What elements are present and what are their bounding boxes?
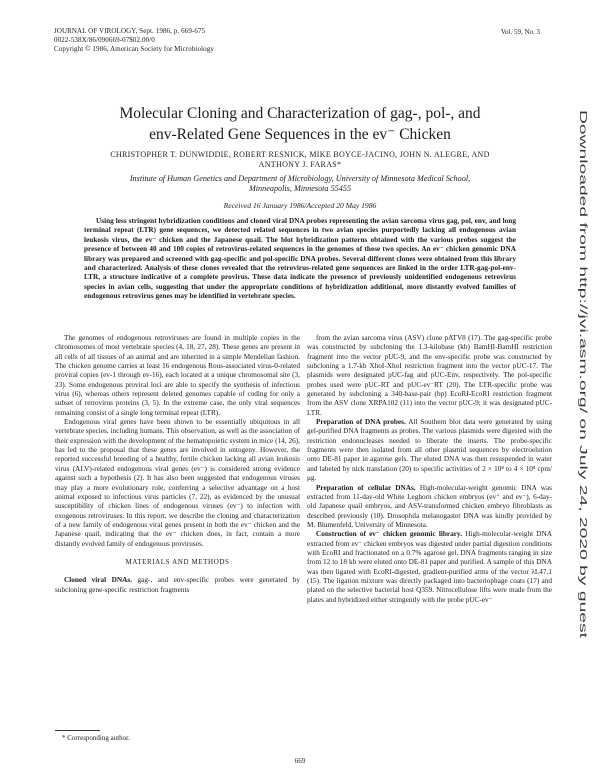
abstract-text: Using less stringent hybridization conditions and cloned viral DNA probes representing the avian sarcoma virus gag, pol, env, and long terminal repeat (LTR) gene sequences, we detected related sequences in two avian species purportedly lacking all endogenous avian leukosis virus, the ev⁻ chicken and the Japanese quail. The blot hybridization patterns obtained with the various probes suggest the presence of between 40 and 100 copies of retrovirus-related sequences in the genomes of these two species. An ev⁻ chicken genomic DNA library was prepared and screened with gag-specific and pol-specific DNA probes. Several different clones were obtained from this library and characterized. Analysis of these clones revealed that the retrovirus-related gene sequences are linked in the order LTR-gag-pol-env-LTR, a structure indicative of a complete provirus. These data indicate the presence of previously unidentified endogenous retrovirus species in avian cells, suggesting that under the appropriate conditions of hybridization additional, more distantly evolved families of endogenous retrovirus genes may be identified in vertebrate species. <box>84 217 516 301</box>
title-line-1: Molecular Cloning and Characterization of gag-, pol-, and <box>119 105 481 122</box>
issn-line: 0022-538X/86/090669-07$02.00/0 <box>54 36 155 44</box>
received-dates: Received 16 January 1986/Accepted 20 May 1986 <box>223 201 377 210</box>
journal-line: JOURNAL OF VIROLOGY, Sept. 1986, p. 669-675 <box>54 27 206 35</box>
left-column <box>55 334 300 595</box>
authors-line-1: CHRISTOPHER T. DUNWIDDIE, ROBERT RESNICK, MIKE BOYCE-JACINO, JOHN N. ALEGRE, AND <box>110 150 490 159</box>
authors-line-2: ANTHONY J. FARAS* <box>258 160 342 169</box>
right-column <box>307 334 552 605</box>
methods-paragraph-library <box>307 530 552 605</box>
copyright-line: Copyright © 1986, American Society for Microbiology <box>54 45 214 53</box>
affiliation <box>70 174 530 194</box>
footnote: * Corresponding author. <box>62 734 130 742</box>
intro-paragraph-2: Endogenous viral genes have been shown to be essentially ubiquitous in all vertebrate species, including humans. This observation, as well as the association of their expression with the development of the hematopoietic system in mice (14, 26), has led to the proposal that these genes are involved in ontogeny. However, the reported successful breeding of a healthy, fertile chicken lacking all avian leukosis virus (ALV)-related endogenous viral genes (ev⁻) is considered strong evidence against such a hypothesis (2). It has also been suggested that endogenous viruses may play a more evolutionary role, conferring a selective advantage on a host animal exposed to infectious virus particles (7, 22), as evidenced by the unusual susceptibility of chicken lines of endogenous viruses (ev⁻) to infection with exogenous retroviruses. In this report, we describe the cloning and characterization of a new family of endogenous viral genes present in both the ev⁻ chicken and the Japanese quail, indicating that the ev⁻ chicken does, in fact, contain a more distantly evolved family of endogenous proviruses. <box>55 418 300 548</box>
page-number: 669 <box>294 757 306 765</box>
section-heading-methods: MATERIALS AND METHODS <box>125 557 230 566</box>
methods-paragraph-cellular-dna <box>307 484 552 531</box>
download-watermark-svg <box>570 110 588 640</box>
paragraph-body: gag-, and env-specific probes were generated by subcloning gene-specific restriction fragments <box>55 576 300 594</box>
footnote-rule <box>55 730 100 731</box>
methods-paragraph-probes-cont: from the avian sarcoma virus (ASV) clone pATV8 (17). The gag-specific probe was constructed by subcloning the 1.3-kilobase (kb) BamHI-BamHI restriction fragment into the vector pUC-9, and the env-specific probe was constructed by subcloning a 1.7-kb XhoI-XhoI restriction fragment into the vector pUC-17. The plasmids were designated pUC-fag and pUC-Env, respectively. The pol-specific probes used were pUC-RT and pUC-ev⁻RT (20). The LTR-specific probe was generated by subcloning a 340-base-pair (bp) EcoRI-EcoRI restriction fragment from the ASV clone XRPA102 (11) into the vector pUC-9; it was designated pUC-LTR. <box>307 334 552 417</box>
abstract <box>84 217 516 302</box>
title-line-2: env-Related Gene Sequences in the ev⁻ Chicken <box>149 126 451 143</box>
journal-header <box>54 27 214 54</box>
download-watermark-text: Downloaded from http://jvi.asm.org/ on July 24, 2020 by guest <box>577 110 588 385</box>
author-list <box>48 150 552 170</box>
affiliation-line-2: Minneapolis, Minnesota 55455 <box>248 184 352 193</box>
paragraph-body: All Southern blot data were generated by using gel-purified DNA fragments as probes. The various plasmids were digested with the restriction endonucleases needed to liberate the inserts. The probe-specific fragments were then isolated from all other plasmid sequences by electroelution onto DE-81 paper in agarose gels. The eluted DNA was then resuspended in water and labeled by nick translation (20) to specific activities of 2 × 10⁸ to 4 × 10⁸ cpm/μg. <box>307 418 553 483</box>
run-in-heading: Preparation of DNA probes. <box>316 418 406 427</box>
paragraph-body: High-molecular-weight genomic DNA was extracted from 11-day-old White Leghorn chicken embryos (ev⁺ and ev⁻), 6-day-old Japanese quail embryos, and ASV-transformed chicken embryo fibroblasts as described previously (10). Drosophila melanogaster DNA was kindly provided by M. Blumenfeld, University of Minnesota. <box>307 483 552 529</box>
download-watermark <box>570 110 588 640</box>
volume-label: Vol. 59, No. 3 <box>500 28 540 36</box>
methods-paragraph-cloned-dna <box>55 576 300 595</box>
run-in-heading: Preparation of cellular DNAs. <box>316 483 416 492</box>
intro-paragraph-1: The genomes of endogenous retroviruses are found in multiple copies in the chromosomes of most vertebrate species (4, 18, 27, 28). These genes are present in all cells of all tissues of an animal and are inherited in a simple Mendelian fashion. The chicken genome carries at least 16 endogenous Rous-associated virus-0-related proviral copies (ev-1 through ev-16), each located at a unique chromosomal site (3, 23). Some endogenous proviral loci are able to specify the synthesis of infectious virus (6), whereas others represent deleted genomes capable of coding for only a subset of retrovirus proteins (3, 5). In the extreme case, the only viral sequences remaining consist of a single long terminal repeat (LTR). <box>55 334 300 417</box>
methods-paragraph-dna-probes <box>307 418 552 483</box>
run-in-heading: Cloned viral DNAs. <box>64 576 133 585</box>
run-in-heading: Construction of ev⁻ chicken genomic library. <box>316 530 463 539</box>
affiliation-line-1: Institute of Human Genetics and Department of Microbiology, University of Minnesota Medical School, <box>129 174 471 183</box>
paragraph-body: High-molecular-weight DNA extracted from ev⁻ chicken embryos was digested under partial digestion conditions with EcoRI and fractionated on a 0.7% agarose gel. DNA fragments ranging in size from 12 to 18 kb were eluted onto DE-81 paper and purified. A sample of this DNA was then ligated with EcoRI-digested, gradient-purified arms of the vector λL47.1 (15). The ligation mixture was directly packaged into bacteriophage coats (17) and plated on the selective bacterial host Q359. Nitrocellulose lifts were made from the plates and hybridized either stringently with the probe pUC-ev⁻ <box>307 530 552 604</box>
article-title <box>40 103 560 145</box>
